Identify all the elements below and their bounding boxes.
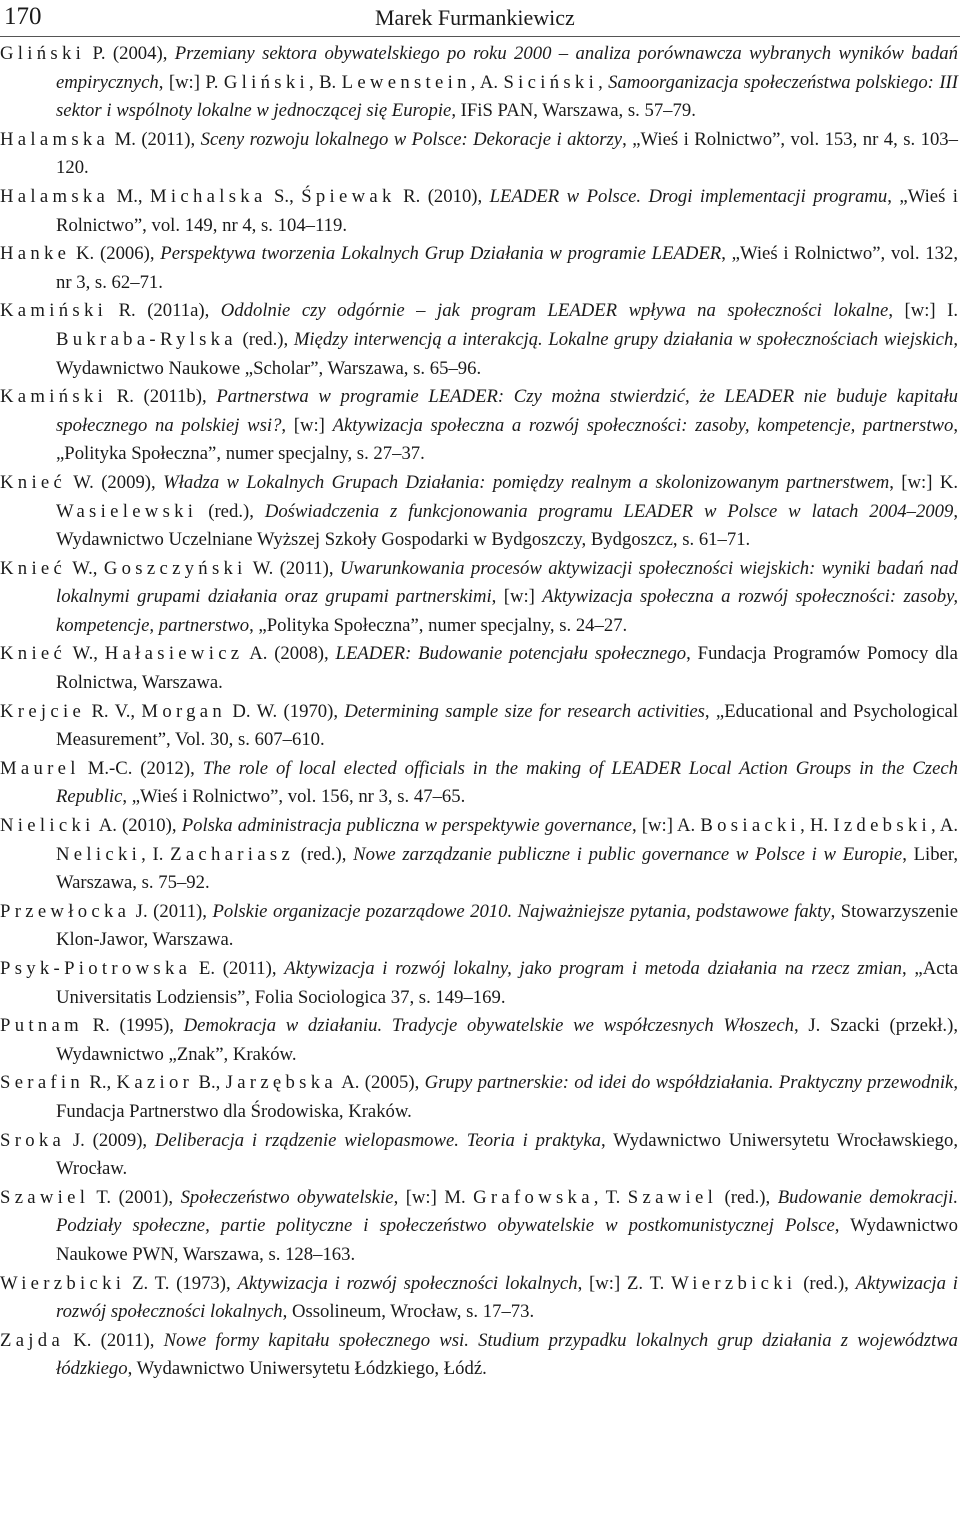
reference-author: Knieć bbox=[0, 643, 67, 665]
reference-text: , A. bbox=[931, 815, 958, 837]
reference-title: Uwarunkowania procesów aktywizacji społeczności wiejskich: wyniki badań nad lokalnymi grupami działania oraz grupami partnerskimi bbox=[56, 557, 958, 608]
reference-text: Z. T. (1973), bbox=[125, 1272, 238, 1294]
reference-title: Nowe formy kapitału społecznego wsi. Studium przypadku lokalnych grup działania z województwa łódzkiego bbox=[56, 1329, 959, 1380]
reference-title: Władza w Lokalnych Grupach Działania: pomiędzy realnym a skolonizowanym partnerstwem bbox=[163, 471, 890, 493]
reference-author: Izdebski bbox=[833, 815, 932, 837]
reference-text: (red.), bbox=[796, 1272, 856, 1294]
reference-entry bbox=[0, 1270, 958, 1327]
reference-author: Wierzbicki bbox=[671, 1272, 797, 1294]
reference-author: Bosiacki bbox=[700, 815, 801, 837]
reference-text: , [w:] K. bbox=[889, 471, 958, 493]
reference-title: Partnerstwa w programie LEADER: Czy można stwierdzić, że LEADER nie buduje kapitału społecznego na polskiej wsi? bbox=[56, 386, 958, 436]
reference-text: , IFiS PAN, Warszawa, s. 57–79. bbox=[451, 100, 696, 122]
reference-author: Krejcie bbox=[0, 700, 86, 722]
reference-text: , „Wieś i Rolnictwo”, vol. 149, nr 4, s. 104–119. bbox=[56, 185, 958, 236]
reference-author: Serafin bbox=[0, 1072, 85, 1094]
reference-author: Sroka bbox=[0, 1129, 66, 1151]
reference-text: , I. bbox=[141, 843, 171, 865]
reference-list bbox=[0, 40, 958, 1384]
reference-author: Wierzbicki bbox=[0, 1272, 126, 1294]
reference-text: (red.), bbox=[236, 328, 294, 350]
reference-text: W. (2011), bbox=[246, 557, 340, 579]
reference-text: , „Educational and Psychological Measurement”, Vol. 30, s. 607–610. bbox=[56, 700, 959, 751]
reference-text: R. (2011b), bbox=[107, 386, 217, 408]
reference-text: B., bbox=[193, 1072, 226, 1094]
reference-author: Knieć bbox=[0, 471, 67, 493]
reference-text: R. V., bbox=[85, 700, 142, 722]
reference-text: J. (2011), bbox=[130, 900, 213, 922]
reference-text: T. (2001), bbox=[89, 1186, 181, 1208]
reference-author: Kazior bbox=[116, 1072, 194, 1094]
reference-author: Hałasiewicz bbox=[104, 643, 244, 665]
reference-title: Demokracja w działaniu. Tradycje obywatelskie we współczesnych Włoszech bbox=[183, 1015, 794, 1037]
reference-author: Maurel bbox=[0, 757, 80, 779]
reference-author: Knieć bbox=[0, 557, 67, 579]
reference-text: , Wydawnictwo Naukowe „Scholar”, Warszawa, s. 65–96. bbox=[56, 328, 958, 379]
reference-entry bbox=[0, 40, 958, 126]
reference-text: , „Polityka Społeczna”, numer specjalny, s. 24–27. bbox=[249, 614, 628, 636]
reference-text: , „Wieś i Rolnictwo”, vol. 132, nr 3, s. 62–71. bbox=[56, 243, 958, 293]
reference-entry bbox=[0, 898, 958, 955]
page-number: 170 bbox=[4, 3, 42, 30]
reference-text: A. (2008), bbox=[243, 643, 336, 665]
header-divider bbox=[0, 36, 960, 37]
reference-text: , T. bbox=[593, 1186, 628, 1208]
running-title: Marek Furmankiewicz bbox=[375, 5, 575, 30]
reference-text: M., bbox=[109, 185, 150, 207]
reference-author: Gliński bbox=[0, 43, 86, 64]
reference-author: Morgan bbox=[141, 700, 227, 722]
reference-entry bbox=[0, 555, 958, 641]
reference-entry bbox=[0, 1184, 958, 1270]
reference-entry bbox=[0, 1327, 958, 1384]
reference-text: E. (2011), bbox=[191, 958, 285, 979]
reference-text: , Liber, Warszawa, s. 75–92. bbox=[56, 843, 958, 894]
reference-title: Aktywizacja i rozwój społeczności lokalnych bbox=[237, 1272, 578, 1294]
reference-text: , Wydawnictwo Uczelniane Wyższej Szkoły Gospodarki w Bydgoszczy, Bydgoszcz, s. 61–71. bbox=[56, 500, 958, 551]
reference-title: Aktywizacja społeczna a rozwój społeczności: zasoby, kompetencje, partnerstwo bbox=[56, 586, 959, 636]
reference-title: Doświadczenia z funkcjonowania programu LEADER w Polsce w latach 2004–2009 bbox=[264, 500, 954, 522]
reference-text: (red.), bbox=[294, 843, 354, 865]
reference-entry bbox=[0, 640, 958, 697]
reference-author: Psyk-Piotrowska bbox=[0, 958, 192, 979]
reference-title: Przemiany sektora obywatelskiego po roku 2000 – analiza porównawcza wybranych wyników badań empirycznych bbox=[56, 43, 958, 93]
reference-author: Kamiński bbox=[0, 300, 108, 322]
reference-text: R. (1995), bbox=[82, 1015, 184, 1037]
reference-title: Polska administracja publiczna w perspektywie governance bbox=[181, 815, 632, 837]
reference-text: R., bbox=[84, 1072, 117, 1094]
reference-text: , J. Szacki (przekł.), Wydawnictwo „Znak”, Kraków. bbox=[56, 1015, 958, 1065]
reference-title: Nowe zarządzanie publiczne i public governance w Polsce i w Europie bbox=[353, 843, 903, 865]
reference-title: LEADER: Budowanie potencjału społecznego bbox=[335, 643, 687, 665]
reference-text: , H. bbox=[800, 815, 834, 837]
reference-title: Aktywizacja i rozwój społeczności lokalnych bbox=[56, 1272, 958, 1323]
reference-text: , „Polityka Społeczna”, numer specjalny, s. 27–37. bbox=[56, 414, 958, 465]
reference-text: K. (2011), bbox=[64, 1329, 164, 1351]
reference-text: J. (2009), bbox=[65, 1129, 155, 1151]
reference-author: Jarzębska bbox=[225, 1072, 337, 1094]
reference-text: M. (2011), bbox=[109, 128, 201, 150]
reference-title: LEADER w Polsce. Drogi implementacji programu bbox=[489, 185, 888, 207]
reference-author: Halamska bbox=[0, 128, 110, 150]
reference-author: Michalska bbox=[150, 185, 267, 207]
reference-text: , Wydawnictwo Naukowe PWN, Warszawa, s. 128–163. bbox=[56, 1215, 958, 1265]
reference-entry bbox=[0, 755, 958, 812]
reference-author: Zajda bbox=[0, 1329, 65, 1351]
reference-author: Goszczyński bbox=[103, 557, 247, 579]
reference-title: Społeczeństwo obywatelskie bbox=[180, 1186, 394, 1208]
reference-text: , [w:] bbox=[491, 586, 543, 608]
reference-text: , Wydawnictwo Uniwersytetu Łódzkiego, Łódź. bbox=[127, 1358, 487, 1380]
reference-text: (red.), bbox=[197, 500, 265, 522]
reference-text: , „Wieś i Rolnictwo”, vol. 153, nr 4, s. 103–120. bbox=[56, 128, 958, 179]
reference-text: D. W. (1970), bbox=[226, 700, 345, 722]
reference-title: Deliberacja i rządzenie wielopasmowe. Teoria i praktyka bbox=[154, 1129, 601, 1151]
reference-author: Grafowska bbox=[473, 1186, 594, 1208]
reference-title: Determining sample size for research activities bbox=[344, 700, 705, 722]
reference-text: (red.), bbox=[717, 1186, 778, 1208]
reference-text: W., bbox=[66, 643, 105, 665]
reference-entry bbox=[0, 1127, 958, 1184]
reference-text: , Ossolineum, Wrocław, s. 17–73. bbox=[282, 1301, 535, 1323]
reference-title: The role of local elected officials in the making of LEADER Local Action Groups in the Czech Republic bbox=[56, 757, 959, 808]
reference-title: Oddolnie czy odgórnie – jak program LEADER wpływa na społeczności lokalne bbox=[220, 300, 889, 322]
reference-author: Siciński bbox=[503, 71, 599, 93]
reference-author: Przewłocka bbox=[0, 900, 131, 922]
reference-author: Szawiel bbox=[627, 1186, 718, 1208]
reference-title: Grupy partnerskie: od idei do współdziałania. Praktyczny przewodnik bbox=[424, 1072, 954, 1094]
reference-title: Między interwencją a interakcją. Lokalne grupy działania w społecznościach wiejskich bbox=[293, 328, 954, 350]
reference-entry bbox=[0, 126, 958, 183]
reference-author: Nelicki bbox=[56, 843, 142, 865]
reference-author: Bukraba-Rylska bbox=[56, 328, 237, 350]
reference-text: , Fundacja Programów Pomocy dla Rolnictwa, Warszawa. bbox=[56, 643, 958, 694]
reference-author: Gliński bbox=[223, 71, 309, 93]
reference-text: , Wydawnictwo Uniwersytetu Wrocławskiego, Wrocław. bbox=[56, 1129, 959, 1180]
reference-entry bbox=[0, 812, 958, 898]
reference-entry bbox=[0, 297, 958, 383]
reference-text: P. (2004), bbox=[85, 43, 175, 64]
reference-title: Budowanie demokracji. Podziały społeczne, partie polityczne i społeczeństwo obywatelskie w postkomunistycznej Polsce bbox=[56, 1186, 958, 1237]
reference-title: Aktywizacja społeczna a rozwój społeczności: zasoby, kompetencje, partnerstwo bbox=[332, 414, 954, 436]
reference-text: , „Wieś i Rolnictwo”, vol. 156, nr 3, s. 47–65. bbox=[122, 786, 466, 808]
reference-text: , bbox=[598, 71, 609, 93]
reference-title: Polskie organizacje pozarządowe 2010. Najważniejsze pytania, podstawowe fakty bbox=[212, 900, 831, 922]
reference-text: , [w:] Z. T. bbox=[577, 1272, 672, 1294]
reference-text: , [w:] I. bbox=[888, 300, 958, 322]
reference-text: , B. bbox=[308, 71, 342, 93]
reference-entry bbox=[0, 1069, 958, 1126]
reference-text: , [w:] M. bbox=[393, 1186, 474, 1208]
reference-text: , [w:] A. bbox=[631, 815, 701, 837]
reference-text: S., bbox=[266, 185, 302, 207]
reference-title: Aktywizacja i rozwój lokalny, jako program i metoda działania na rzecz zmian bbox=[284, 958, 903, 979]
reference-text: , „Acta Universitatis Lodziensis”, Folia Sociologica 37, s. 149–169. bbox=[56, 958, 958, 1008]
reference-entry bbox=[0, 1012, 958, 1069]
reference-text: , [w:] P. bbox=[158, 71, 224, 93]
reference-entry bbox=[0, 698, 958, 755]
reference-entry bbox=[0, 383, 958, 469]
reference-text: A. (2010), bbox=[94, 815, 182, 837]
reference-author: Lewenstein bbox=[341, 71, 471, 93]
reference-entry bbox=[0, 183, 958, 240]
reference-author: Wasielewski bbox=[56, 500, 198, 522]
reference-text: , A. bbox=[470, 71, 504, 93]
reference-text: R. (2010), bbox=[395, 185, 490, 207]
reference-author: Szawiel bbox=[0, 1186, 90, 1208]
reference-title: Perspektywa tworzenia Lokalnych Grup Działania w programie LEADER bbox=[160, 243, 722, 265]
page-header bbox=[0, 0, 960, 40]
reference-author: Kamiński bbox=[0, 386, 108, 408]
reference-author: Nielicki bbox=[0, 815, 95, 837]
reference-author: Putnam bbox=[0, 1015, 83, 1037]
reference-text: , [w:] bbox=[281, 414, 333, 436]
reference-entry bbox=[0, 240, 958, 297]
reference-author: Zachariasz bbox=[170, 843, 295, 865]
reference-author: Śpiewak bbox=[301, 185, 396, 207]
reference-text: A. (2005), bbox=[336, 1072, 425, 1094]
reference-entry bbox=[0, 955, 958, 1012]
reference-author: Hanke bbox=[0, 243, 71, 265]
reference-text: , Fundacja Partnerstwo dla Środowiska, Kraków. bbox=[56, 1072, 958, 1122]
reference-text: W. (2009), bbox=[66, 471, 164, 493]
reference-text: K. (2006), bbox=[70, 243, 161, 265]
reference-title: Samoorganizacja społeczeństwa polskiego: III sektor i wspólnoty lokalne w jednoczącej się Europie bbox=[56, 71, 958, 122]
reference-entry bbox=[0, 469, 958, 555]
reference-text: R. (2011a), bbox=[107, 300, 221, 322]
reference-title: Sceny rozwoju lokalnego w Polsce: Dekoracje i aktorzy bbox=[200, 128, 623, 150]
reference-author: Halamska bbox=[0, 185, 110, 207]
reference-text: W., bbox=[66, 557, 104, 579]
reference-text: , Stowarzyszenie Klon-Jawor, Warszawa. bbox=[56, 900, 959, 951]
reference-text: M.-C. (2012), bbox=[79, 757, 203, 779]
